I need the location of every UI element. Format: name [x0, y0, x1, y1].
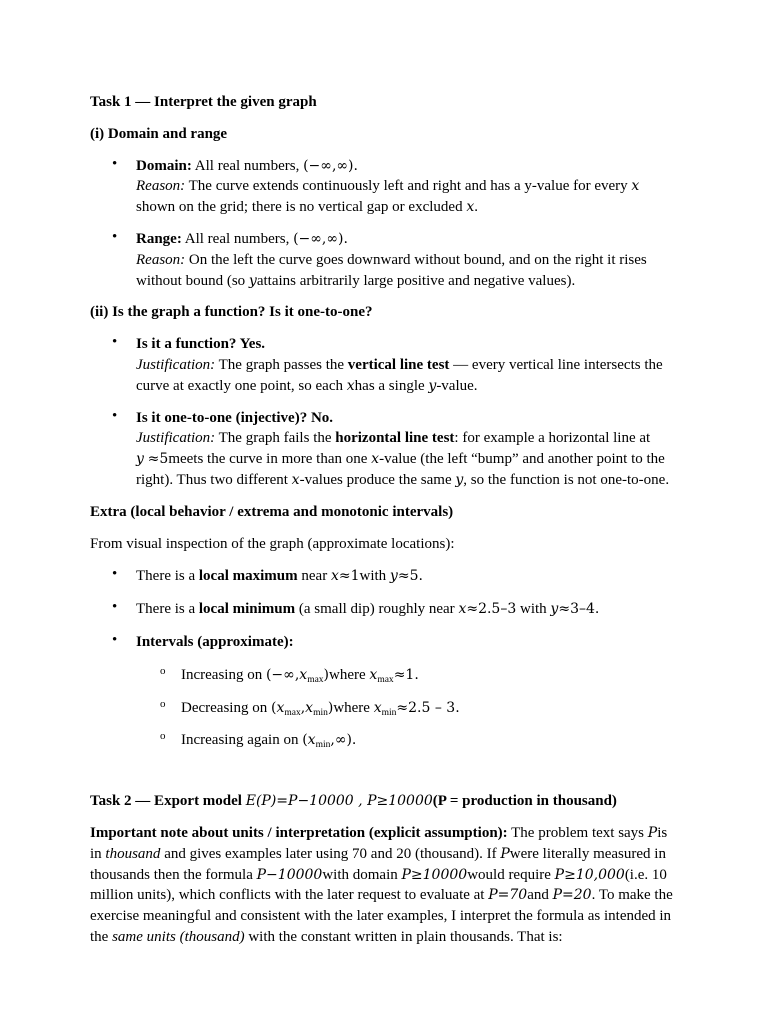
bullet-icon: • [112, 334, 118, 351]
bullet-icon: • [112, 155, 118, 172]
list-item-range: • Range: All real numbers, (−∞,∞). Reason: On the left the curve goes downward without bound, and on the right it rises without bound (so yattains arbitrarily large positive and negative values). [112, 228, 647, 289]
bullet-icon: • [112, 228, 118, 245]
extra-heading: Extra (local behavior / extrema and monotonic intervals) [90, 503, 454, 520]
units-note-paragraph: Important note about units / interpretation (explicit assumption): The problem text says Pis in thousand and gives examples later using 70 and 20 (thousand). If Pwere literally measured in thousands then the formula P−10000with domain P≥10000would require P≥10,000(i.e. 10 million units), which conflicts with the later request to evaluate at P=70and P=20. To make the exercise meaningful and consistent with the later examples, I interpret the formula as intended in the same units (thousand) with the constant written in plain thousands. That is: [90, 824, 673, 945]
sub-item-increasing-again: o Increasing again on $(x_{min},\infty)$. [160, 730, 357, 751]
sub-item-increasing: o Increasing on $(-\infty,x_{max})where$ $x_{max}\approx 1$. [160, 664, 419, 685]
list-item-local-min: • There is a local minimum (a small dip) roughly near x≈2.5–3 with y≈3–4. [112, 599, 600, 618]
list-item-domain: • Domain: All real numbers, (−∞,∞). Reason: The curve extends continuously left and right and has a y-value for every x shown on the grid; there is no vertical gap or excluded x. [112, 155, 640, 216]
task2-title: Task 2 — Export model E(P)=P−10000 , P≥10000(P = production in thousand) [90, 793, 617, 810]
circle-bullet-icon: o [160, 664, 166, 677]
range-interval: (−∞,∞). [293, 230, 348, 247]
part-ii-heading: (ii) Is the graph a function? Is it one-to-one? [90, 304, 373, 321]
list-item-intervals: • Intervals (approximate): [112, 631, 294, 650]
bullet-icon: • [112, 631, 118, 648]
part-i-heading: (i) Domain and range [90, 125, 228, 142]
list-item-one-to-one: • Is it one-to-one (injective)? No. Justification: The graph fails the horizontal line test: for example a horizontal line at y ≈5meets the curve in more than one x-value (the left “bump” and another point to the right). Thus two different x-values produce the same y, so the function is not one-to-one. [112, 407, 670, 488]
bullet-icon: • [112, 407, 118, 424]
circle-bullet-icon: o [160, 730, 166, 743]
task1-title: Task 1 — Interpret the given graph [90, 94, 317, 110]
list-item-function: • Is it a function? Yes. Justification: The graph passes the vertical line test — every vertical line intersects the curve at exactly one point, so each xhas a single y-value. [112, 334, 663, 394]
document-page [90, 92, 690, 948]
circle-bullet-icon: o [160, 697, 166, 710]
bullet-icon: • [112, 566, 118, 583]
sub-item-decreasing: o Decreasing on $(x_{max},x_{min})where$ $x_{min}\approx 2.5 - 3$. [160, 697, 460, 718]
bullet-icon: • [112, 599, 118, 616]
domain-interval: (−∞,∞). [303, 157, 358, 174]
list-item-local-max: • There is a local maximum near x≈1with y≈5. [112, 566, 423, 585]
extra-intro: From visual inspection of the graph (approximate locations): [90, 535, 455, 552]
